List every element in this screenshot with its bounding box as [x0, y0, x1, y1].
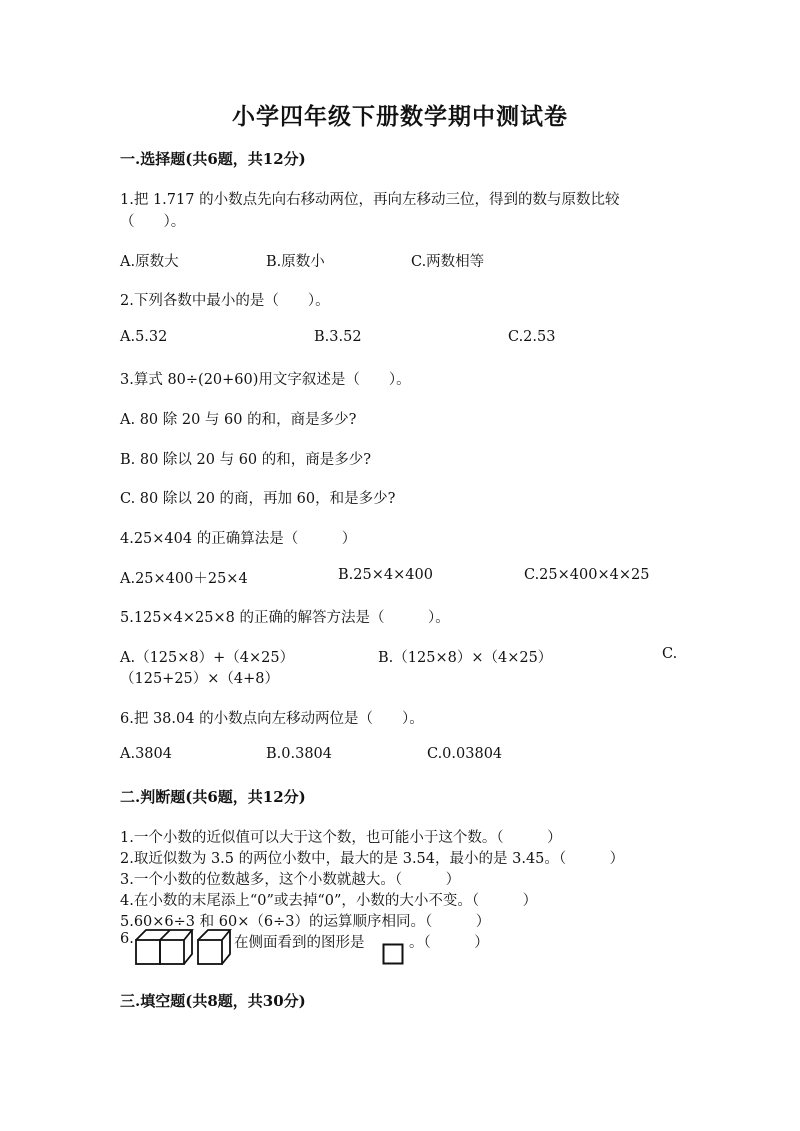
question-3-option-c: C. 80 除以 20 的商，再加 60，和是多少? [120, 491, 396, 507]
question-1-text: 1.把 1.717 的小数点先向右移动两位，再向左移动三位，得到的数与原数比较 [120, 192, 620, 208]
question-5-option-b: B.（125×8）×（4×25） [378, 650, 553, 666]
question-6-option-b: B.0.3804 [266, 746, 333, 762]
question-3-option-b: B. 80 除以 20 与 60 的和，商是多少? [120, 452, 372, 468]
question-2-text: 2.下列各数中最小的是（ ）。 [120, 293, 330, 309]
section-heading-choice: 一.选择题(共6题，共12分) [120, 150, 306, 168]
question-5-option-c-label: C. [662, 646, 678, 662]
question-1-blank: （ ）。 [120, 214, 186, 230]
question-6-text: 6.把 38.04 的小数点向左移动两位是（ ）。 [120, 711, 424, 727]
question-4-text: 4.25×404 的正确算法是（ ） [120, 531, 357, 547]
question-3-text: 3.算式 80÷(20+60)用文字叙述是（ ）。 [120, 372, 411, 388]
cubes-figure [134, 928, 232, 968]
question-4-option-b: B.25×4×400 [338, 567, 433, 583]
judge-item-2: 2.取近似数为 3.5 的两位小数中，最大的是 3.54，最小的是 3.45。（ ） [120, 851, 625, 867]
question-5-text: 5.125×4×25×8 的正确的解答方法是（ ）。 [120, 610, 450, 626]
judge-item-3: 3.一个小数的位数越多，这个小数就越大。（ ） [120, 872, 461, 888]
judge-item-1: 1.一个小数的近似值可以大于这个数，也可能小于这个数。（ ） [120, 830, 562, 846]
question-6-option-a: A.3804 [120, 746, 172, 762]
square-figure [382, 943, 404, 965]
question-2-option-c: C.2.53 [508, 329, 556, 345]
question-3-option-a: A. 80 除 20 与 60 的和，商是多少? [120, 412, 357, 428]
section-heading-fill: 三.填空题(共8题，共30分) [120, 992, 306, 1010]
question-1-option-a: A.原数大 [120, 254, 179, 270]
judge-item-6-number: 6. [120, 931, 134, 947]
judge-item-5: 5.60×6÷3 和 60×（6÷3）的运算顺序相同。（ ） [120, 914, 491, 930]
question-5-option-c: （125+25）×（4+8） [120, 671, 280, 687]
question-2-option-a: A.5.32 [120, 329, 168, 345]
judge-item-6-text: 在侧面看到的图形是 [234, 935, 365, 951]
question-1-option-b: B.原数小 [266, 254, 325, 270]
question-2-option-b: B.3.52 [314, 329, 362, 345]
question-4-option-a: A.25×400＋25×4 [120, 571, 248, 587]
judge-item-4: 4.在小数的末尾添上“0”或去掉“0”，小数的大小不变。（ ） [120, 893, 538, 909]
question-4-option-c: C.25×400×4×25 [524, 567, 650, 583]
section-heading-judge: 二.判断题(共6题，共12分) [120, 788, 306, 806]
question-5-option-a: A.（125×8）+（4×25） [120, 650, 295, 666]
judge-item-6-end: 。（ ） [409, 935, 489, 951]
page-title: 小学四年级下册数学期中测试卷 [232, 103, 568, 130]
question-1-option-c: C.两数相等 [411, 254, 485, 270]
question-6-option-c: C.0.03804 [427, 746, 503, 762]
